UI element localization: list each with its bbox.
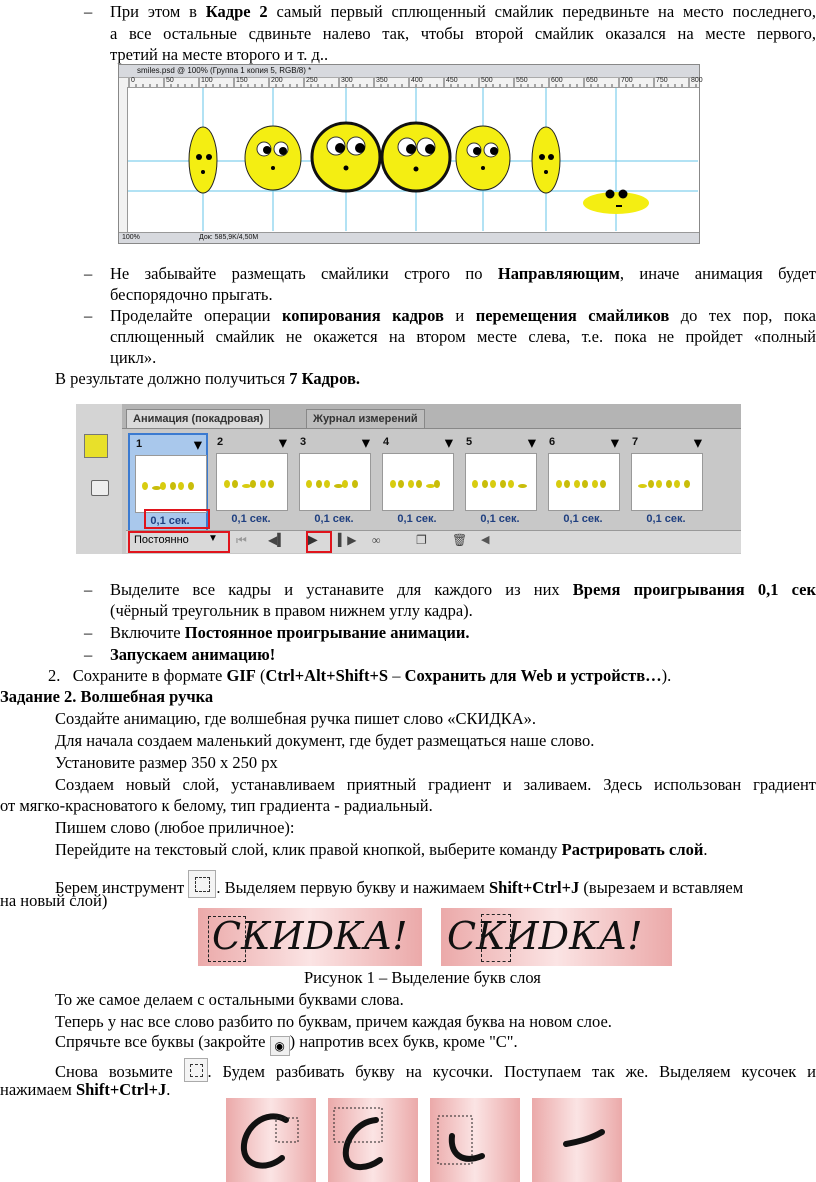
smiley-2 (245, 126, 301, 190)
bullet-text: Запускаем анимацию! (110, 645, 276, 664)
delay-dropdown-icon[interactable]: ▾ (444, 433, 453, 452)
smiley-4 (382, 123, 450, 191)
paragraph: Спрячьте все буквы (закройте ◉ ) напротив всех букв, кроме "С". (55, 1032, 518, 1056)
smiley-5 (456, 126, 510, 190)
horizontal-ruler (119, 77, 703, 88)
highlight-play (306, 531, 332, 553)
delay-dropdown-icon[interactable]: ▾ (610, 433, 619, 452)
frame-delay[interactable]: 0,1 сек. (231, 513, 271, 525)
tools-strip (76, 404, 122, 554)
delay-dropdown-icon[interactable]: ▾ (193, 435, 202, 454)
paragraph: нажимаем Shift+Ctrl+J. (0, 1080, 171, 1099)
ruler-label: 300 (341, 77, 353, 84)
animation-frame-5[interactable] (460, 433, 540, 533)
animation-frame-2[interactable] (211, 433, 291, 533)
word-image: СКИDКА! (212, 914, 408, 958)
ruler-label: 350 (376, 77, 388, 84)
frame-thumbnail (216, 453, 288, 511)
ruler-label: 200 (271, 77, 283, 84)
play-icon[interactable]: ▶ (307, 533, 318, 548)
paragraph: Снова возьмите . Будем разбивать букву на кусочки. Поступаем так же. Выделяем кусочек и (55, 1058, 816, 1082)
frame-delay[interactable]: 0,1 сек. (563, 513, 603, 525)
new-frame-icon[interactable]: ❐ (416, 533, 427, 547)
ruler-label: 100 (201, 77, 213, 84)
paragraph: Создайте анимацию, где волшебная ручка пишет слово «СКИДКА». (55, 709, 536, 728)
animation-frame-3[interactable] (294, 433, 374, 533)
status-bar (119, 232, 699, 243)
frame-delay[interactable]: 0,1 сек. (150, 515, 190, 527)
frame-number: 6 (549, 436, 556, 448)
rectangular-marquee-icon (188, 870, 216, 898)
figure-word-1 (198, 908, 422, 966)
frame-thumbnail (548, 453, 620, 511)
figure-caption: Рисунок 1 – Выделение букв слоя (304, 968, 541, 987)
smiley-3 (312, 123, 380, 191)
section-heading: Задание 2. Волшебная ручка (0, 687, 214, 706)
bullet-text: При этом в Кадре 2 самый первый сплющенный смайлик передвиньте на место последнего, (110, 2, 816, 21)
delay-dropdown-icon[interactable]: ▾ (693, 433, 702, 452)
paragraph: То же самое делаем с остальными буквами слова. (55, 990, 404, 1009)
figure-word-2 (441, 908, 672, 966)
document-title: smiles.psd @ 100% (Группа 1 копия 5, RGB/8) * (137, 66, 312, 75)
next-frame-icon[interactable]: ▍▶ (338, 533, 357, 547)
frame-number: 5 (466, 436, 473, 448)
frame-delay[interactable]: 0,1 сек. (646, 513, 686, 525)
eye-icon: ◉ (270, 1036, 290, 1056)
paragraph: Пишем слово (любое приличное): (55, 818, 295, 837)
paragraph: Установите размер 350 х 250 px (55, 753, 278, 772)
word-image: СКИDКА! (447, 914, 643, 958)
piece-panel-1 (226, 1098, 316, 1182)
tween-icon[interactable]: ∞ (372, 533, 381, 547)
smiley-7 (583, 190, 649, 215)
loop-select[interactable]: Постоянно (134, 534, 189, 546)
tab-measurement-log[interactable]: Журнал измерений (306, 409, 425, 428)
delay-dropdown-icon[interactable]: ▾ (278, 433, 287, 452)
letter-pieces-figure (226, 1098, 646, 1182)
numbered-item: 2. Сохраните в формате GIF (Ctrl+Alt+Shift+S – Сохранить для Web и устройств…). (48, 666, 672, 685)
first-frame-icon[interactable]: ⏮ (236, 533, 247, 547)
dash-marker: – (84, 2, 93, 21)
paragraph: Берем инструмент . Выделяем первую букву и нажимаем Shift+Ctrl+J (вырезаем и вставляем (55, 870, 816, 898)
vertical-ruler (119, 87, 128, 232)
zoom-level: 100% (122, 234, 140, 241)
bullet-text: Выделите все кадры и устанавите для каждого из них Время проигрывания 0,1 сек (110, 580, 816, 599)
piece-panel-2 (328, 1098, 418, 1182)
trash-icon[interactable]: 🗑 (452, 533, 468, 547)
ruler-label: 400 (411, 77, 423, 84)
delay-dropdown-icon[interactable]: ▾ (361, 433, 370, 452)
dash-marker: – (84, 645, 93, 664)
animation-panel (76, 404, 741, 554)
frame-delay[interactable]: 0,1 сек. (397, 513, 437, 525)
frame-number: 1 (136, 438, 143, 450)
selection-marquee (208, 916, 246, 962)
bullet-text: сплющенный смайлик не окажется на втором месте слева, т.е. пока не пройдет «полный (110, 327, 816, 346)
quick-mask-icon[interactable] (91, 480, 109, 496)
previous-frame-icon[interactable]: ◀▍ (268, 533, 287, 547)
animation-frame-6[interactable] (543, 433, 623, 533)
frame-delay[interactable]: 0,1 сек. (480, 513, 520, 525)
ruler-label: 650 (586, 77, 598, 84)
doc-size: Док: 585,9K/4,50M (199, 234, 259, 241)
paragraph: Для начала создаем маленький документ, где будет размещаться наше слово. (55, 731, 595, 750)
bullet-text: (чёрный треугольник в правом нижнем углу кадра). (110, 601, 473, 620)
smiley-6 (532, 127, 560, 193)
paragraph: на новый слой) (0, 891, 108, 910)
photoshop-document-window (118, 64, 703, 244)
bullet-text: а все остальные сдвиньте налево так, чтобы второй смайлик оказался на месте первого, (110, 24, 816, 43)
tab-animation[interactable]: Анимация (покадровая) (126, 409, 270, 428)
ruler-label: 250 (306, 77, 318, 84)
frame-thumbnail (465, 453, 537, 511)
bullet-text: беспорядочно прыгать. (110, 285, 273, 304)
ruler-label: 0 (131, 77, 135, 84)
smiley-canvas (128, 88, 698, 231)
ruler-label: 450 (446, 77, 458, 84)
paragraph: Создаем новый слой, устанавливаем приятный градиент и заливаем. Здесь использован градиент (55, 775, 816, 794)
ruler-label: 550 (516, 77, 528, 84)
bullet-text: Проделайте операции копирования кадров и перемещения смайликов до тех пор, пока (110, 306, 816, 325)
ruler-label: 50 (166, 77, 174, 84)
frame-number: 2 (217, 436, 224, 448)
piece-panel-4 (532, 1098, 622, 1182)
frame-number: 3 (300, 436, 307, 448)
animation-frame-7[interactable] (626, 433, 706, 533)
ruler-label: 750 (656, 77, 668, 84)
frame-thumbnail (135, 455, 207, 513)
chevron-down-icon: ▼ (208, 533, 218, 544)
smiley-1 (189, 127, 217, 193)
foreground-color-swatch[interactable] (84, 434, 108, 458)
paragraph: Теперь у нас все слово разбито по буквам, причем каждая буква на новом слое. (55, 1012, 612, 1031)
ruler-label: 600 (551, 77, 563, 84)
ruler-label: 150 (236, 77, 248, 84)
ruler-label: 500 (481, 77, 493, 84)
frame-thumbnail (631, 453, 703, 511)
bullet-text: Не забывайте размещать смайлики строго по Направляющим, иначе анимация будет (110, 264, 816, 283)
ruler-label: 800 (691, 77, 703, 84)
delay-dropdown-icon[interactable]: ▾ (527, 433, 536, 452)
dash-marker: – (84, 623, 93, 642)
frame-delay[interactable]: 0,1 сек. (314, 513, 354, 525)
result-text: В результате должно получиться 7 Кадров. (55, 369, 360, 388)
frame-number: 4 (383, 436, 390, 448)
piece-panel-3 (430, 1098, 520, 1182)
scroll-left-icon[interactable]: ◀ (481, 534, 490, 546)
dash-marker: – (84, 306, 93, 325)
dash-marker: – (84, 580, 93, 599)
ruler-label: 700 (621, 77, 633, 84)
paragraph: от мягко-красноватого к белому, тип градиента - радиальный. (0, 796, 433, 815)
rectangular-marquee-icon (184, 1058, 208, 1082)
frame-thumbnail (382, 453, 454, 511)
highlight-loop (128, 531, 230, 553)
highlight-time (144, 509, 210, 529)
animation-frame-4[interactable] (377, 433, 457, 533)
selection-marquee (481, 914, 511, 962)
bullet-text: цикл». (110, 348, 157, 367)
frame-number: 7 (632, 436, 639, 448)
frame-thumbnail (299, 453, 371, 511)
dash-marker: – (84, 264, 93, 283)
paragraph: Перейдите на текстовый слой, клик правой кнопкой, выберите команду Растрировать слой. (55, 840, 708, 859)
bullet-text: Включите Постоянное проигрывание анимации. (110, 623, 470, 642)
bullet-text: третий на месте второго и т. д.. (110, 45, 329, 64)
